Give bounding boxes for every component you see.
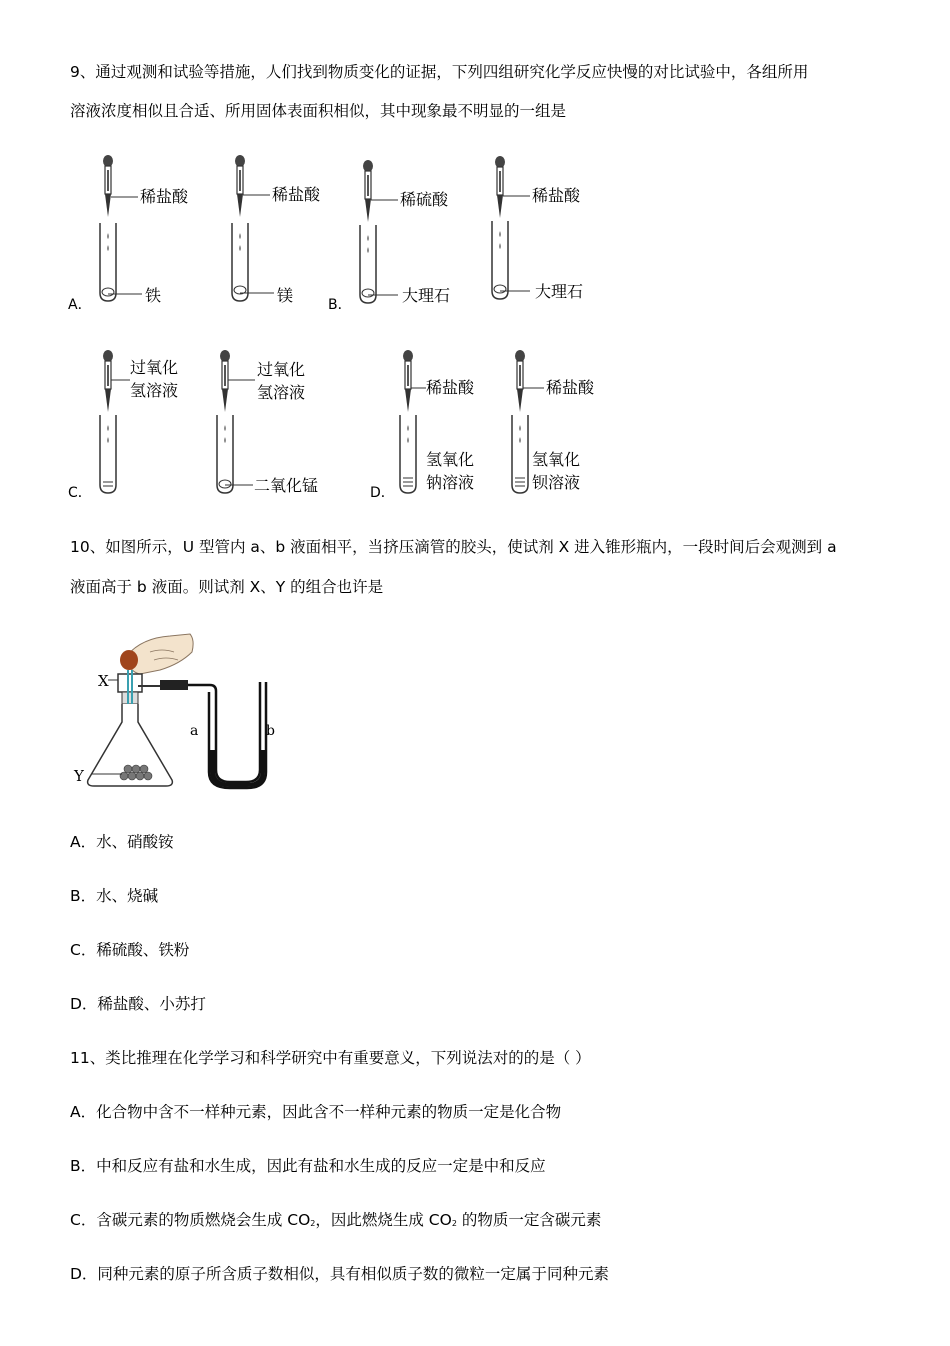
q9-b-tube1-solid: 大理石	[402, 286, 451, 305]
q9-d-tube2-reagent: 稀盐酸	[546, 378, 595, 397]
q9-option-a-letter[interactable]: A．	[68, 297, 92, 313]
q9-d-tube1-solution-l2: 钠溶液	[426, 473, 475, 492]
q9-option-a-figure	[98, 155, 218, 305]
q9-c-tube2-reagent-l1: 过氧化	[257, 360, 306, 379]
q9-b-tube2-reagent: 稀盐酸	[532, 186, 581, 205]
q9-option-a-figure-2	[230, 155, 350, 305]
q10-option-c[interactable]: C．稀硫酸、铁粉	[70, 941, 190, 959]
q10-apparatus-figure	[70, 630, 290, 800]
q11-option-c-part2: ，因此燃烧生成 CO	[315, 1211, 452, 1229]
q11-option-d[interactable]: D．同种元素的原子所含质子数相似，具有相似质子数的微粒一定属于同种元素	[70, 1265, 609, 1283]
q9-a-tube2-solid: 镁	[277, 286, 294, 305]
q11-option-a[interactable]: A．化合物中含不一样种元素，因此含不一样种元素的物质一定是化合物	[70, 1103, 562, 1121]
q10-label-y: Y	[74, 767, 84, 785]
q9-a-tube2-reagent: 稀盐酸	[272, 185, 321, 204]
q9-option-c-letter[interactable]: C．	[68, 485, 92, 501]
q9-option-d-letter[interactable]: D．	[370, 485, 395, 501]
q10-option-a[interactable]: A．水、硝酸铵	[70, 833, 174, 851]
q9-c-tube2-reagent-l2: 氢溶液	[257, 383, 306, 402]
q11-option-c-part1: C．含碳元素的物质燃烧会生成 CO	[70, 1211, 311, 1229]
q11-option-c-part3: 的物质一定含碳元素	[456, 1211, 602, 1229]
q9-c-tube1-reagent-l2: 氢溶液	[130, 381, 179, 400]
q10-label-b: b	[266, 723, 275, 739]
q11-option-c-sub1: 2	[310, 1219, 316, 1228]
q10-option-b[interactable]: B．水、烧碱	[70, 887, 159, 905]
q9-a-tube1-reagent: 稀盐酸	[140, 187, 189, 206]
q10-option-d[interactable]: D．稀盐酸、小苏打	[70, 995, 206, 1013]
q11-option-b[interactable]: B．中和反应有盐和水生成，因此有盐和水生成的反应一定是中和反应	[70, 1157, 546, 1175]
q9-d-tube1-solution-l1: 氢氧化	[426, 450, 475, 469]
q9-b-tube2-solid: 大理石	[535, 282, 584, 301]
q9-d-tube2-solution-l2: 钡溶液	[532, 473, 581, 492]
q9-stem-line1: 9、通过观测和试验等措施，人们找到物质变化的证据，下列四组研究化学反应快慢的对比试验中，各组所用	[70, 63, 809, 81]
q11-option-c-sub2: 2	[451, 1219, 457, 1228]
q9-a-tube1-solid: 铁	[145, 286, 162, 305]
q10-stem-line2: 液面高于 b 液面。则试剂 X、Y 的组合也许是	[70, 578, 384, 596]
q9-c-tube2-solid: 二氧化锰	[254, 476, 319, 495]
q11-stem: 11、类比推理在化学学习和科学研究中有重要意义，下列说法对的的是（ ）	[70, 1049, 591, 1067]
q9-d-tube1-reagent: 稀盐酸	[426, 378, 475, 397]
q11-option-c[interactable]	[70, 1210, 601, 1234]
q10-stem-line1: 10、如图所示，U 型管内 a、b 液面相平，当挤压滴管的胶头，使试剂 X 进入锥形瓶内，一段时间后会观测到 a	[70, 538, 837, 556]
q9-b-tube1-reagent: 稀硫酸	[400, 190, 449, 209]
q9-option-b-letter[interactable]: B．	[328, 297, 352, 313]
q9-d-tube2-solution-l1: 氢氧化	[532, 450, 581, 469]
q10-label-x: X	[98, 672, 109, 690]
q9-stem-line2: 溶液浓度相似且合适、所用固体表面积相似，其中现象最不明显的一组是	[70, 102, 567, 120]
q10-label-a: a	[190, 723, 199, 739]
q9-c-tube1-reagent-l1: 过氧化	[130, 358, 179, 377]
